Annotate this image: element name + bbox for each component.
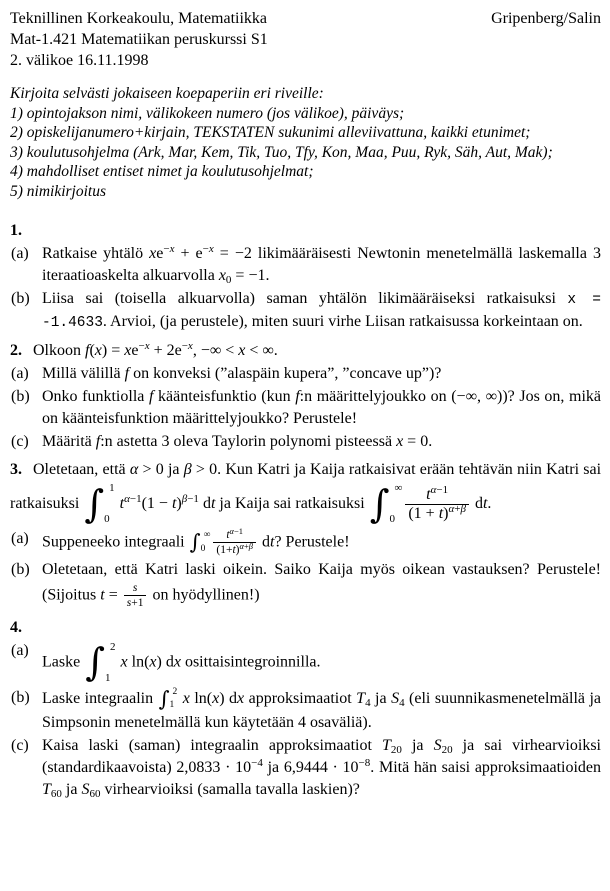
problem-2-item-b-label: (b) xyxy=(11,388,30,405)
problem-1-number: 1. xyxy=(10,222,22,239)
problem-1-item-a xyxy=(10,243,601,287)
problem-2-number: 2. xyxy=(10,342,22,359)
instruction-item-2: 2) opiskelijanumero+kirjain, TEKSTATEN sukunimi alleviivattuna, kaikki etunimet; xyxy=(10,124,531,141)
problem-4-item-c xyxy=(10,735,601,801)
problem-3-item-b-text: Oletetaan, että Katri laski oikein. Saiko Kaija myös oikean vastauksen? Perustele! (Sijoitus t = $\frac{s}{s+1}$ on hyödyllinen!) xyxy=(42,560,601,610)
problem-2 xyxy=(10,340,601,453)
problem-4-item-c-label: (c) xyxy=(11,736,29,754)
problem-3-intro-text: Oletetaan, että α > 0 ja β > 0. Kun Katri ja Kaija ratkaisivat erään tehtävän niin Katri sai ratkaisuksi ∫ 1 0 $t^{\alpha-1}(1 - t)^{\beta-1}$ dt ja Kaija sai ratkaisuksi ∫ ∞ 0 $\frac{t^{\alpha-1}}{(1 + t)^{\alpha+\beta}}$ dt. xyxy=(10,461,602,526)
problem-1-heading xyxy=(10,220,601,242)
problem-4-item-a-text: Laske ∫ 2 1 x ln(x) dx osittaisintegroinnilla. xyxy=(42,640,321,685)
problem-2-intro xyxy=(10,340,601,362)
problem-2-item-a xyxy=(10,363,601,385)
problem-2-item-b xyxy=(10,386,601,430)
instruction-item-3: 3) koulutusohjelma (Ark, Mar, Kem, Tik, Tuo, Tfy, Kon, Maa, Puu, Ryk, Säh, Aut, Mak); xyxy=(10,143,553,161)
problem-3-item-a-label: (a) xyxy=(11,530,29,547)
instruction-item-1: 1) opintojakson nimi, välikokeen numero (jos välikoe), päiväys; xyxy=(10,104,405,122)
problem-2-intro-text: Olkoon $f(x) = xe^{-x} + 2e^{-x}$, −∞ < x < ∞. xyxy=(33,340,278,359)
problem-4-item-c-text: Kaisa laski (saman) integraalin approksimaatiot T20 ja S20 ja sai virhearvioiksi (standardikaavoista) $2,0833 \cdot 10^{-4}$ ja $6,9444 \cdot 10^{-8}$. Mitä hän saisi approksimaatioiden T60 ja S60 virhearvioiksi (samalla tavalla laskien)? xyxy=(42,736,602,800)
problem-2-item-b-text: Onko funktiolla f käänteisfunktio (kun f:n määrittelyjoukko on (−∞, ∞))? Jos on, mikä on käänteisfunktion määrittelyjoukko? Perustele! xyxy=(42,388,602,427)
problem-4-item-b-label: (b) xyxy=(11,688,30,706)
problem-4-item-b xyxy=(10,687,601,734)
problem-3 xyxy=(10,459,601,611)
examiner-names: Gripenberg/Salin xyxy=(491,10,601,27)
problem-4 xyxy=(10,617,601,801)
problem-2-item-c xyxy=(10,431,601,453)
problem-2-item-a-label: (a) xyxy=(11,365,29,382)
header-left xyxy=(10,8,268,71)
problem-4-number: 4. xyxy=(10,618,22,636)
problem-4-item-a xyxy=(10,640,601,686)
document-header xyxy=(10,8,601,71)
problem-3-item-a-text: Suppeneeko integraali ∫ ∞ 0 $\frac{t^{\alpha-1}}{(1+t)^{\alpha+\beta}}$ dt? Perustele! xyxy=(42,526,350,557)
problem-2-item-a-text: Millä välillä f on konveksi (”alaspäin kupera”, ”concave up”)? xyxy=(42,365,442,382)
instruction-item-4: 4) mahdolliset entiset nimet ja koulutusohjelmat; xyxy=(10,163,314,180)
problem-1-item-b-text: Liisa sai (toisella alkuarvolla) saman yhtälön likimääräiseksi ratkaisuksi x = -1.4633. Arvioi, (ja perustele), miten suuri virhe Liisan ratkaisussa korkeintaan on. xyxy=(42,290,601,331)
instruction-item-5: 5) nimikirjoitus xyxy=(10,182,107,200)
course-line: Mat-1.421 Matematiikan peruskurssi S1 xyxy=(10,31,268,48)
problem-4-item-b-text: Laske integraalin ∫ 2 1 x ln(x) dx approksimaatiot T4 ja S4 (eli suunnikasmenetelmällä ja Simpsonin menetelmällä kun käytetään 4 osaväliä). xyxy=(42,686,602,731)
problem-4-item-a-label: (a) xyxy=(11,641,29,659)
problem-1-item-a-text: Ratkaise yhtälö $xe^{-x} + e^{-x} = -2$ likimääräisesti Newtonin menetelmällä laskemalla 3 iteraatioaskelta alkuarvolla x0 = −1. xyxy=(42,243,602,286)
problem-1-item-b xyxy=(10,288,601,334)
problem-3-item-b xyxy=(10,559,601,611)
problem-4-heading xyxy=(10,617,601,639)
institution-line: Teknillinen Korkeakoulu, Matematiikka xyxy=(10,10,268,27)
problem-3-item-b-label: (b) xyxy=(11,560,30,578)
problem-1 xyxy=(10,220,601,334)
problem-2-item-c-text: Määritä f:n astetta 3 oleva Taylorin polynomi pisteessä x = 0. xyxy=(42,433,433,450)
exam-instructions xyxy=(10,84,601,201)
problem-3-intro xyxy=(10,459,601,527)
problems-list xyxy=(10,220,601,801)
problem-1-item-b-label: (b) xyxy=(11,290,30,307)
problem-2-item-c-label: (c) xyxy=(11,433,29,450)
problem-3-number: 3. xyxy=(10,461,22,478)
problem-3-item-a xyxy=(10,528,601,558)
exam-date-line: 2. välikoe 16.11.1998 xyxy=(10,52,149,69)
instructions-intro: Kirjoita selvästi jokaiseen koepaperiin eri riveille: xyxy=(10,85,324,102)
problem-1-item-a-label: (a) xyxy=(11,245,29,262)
